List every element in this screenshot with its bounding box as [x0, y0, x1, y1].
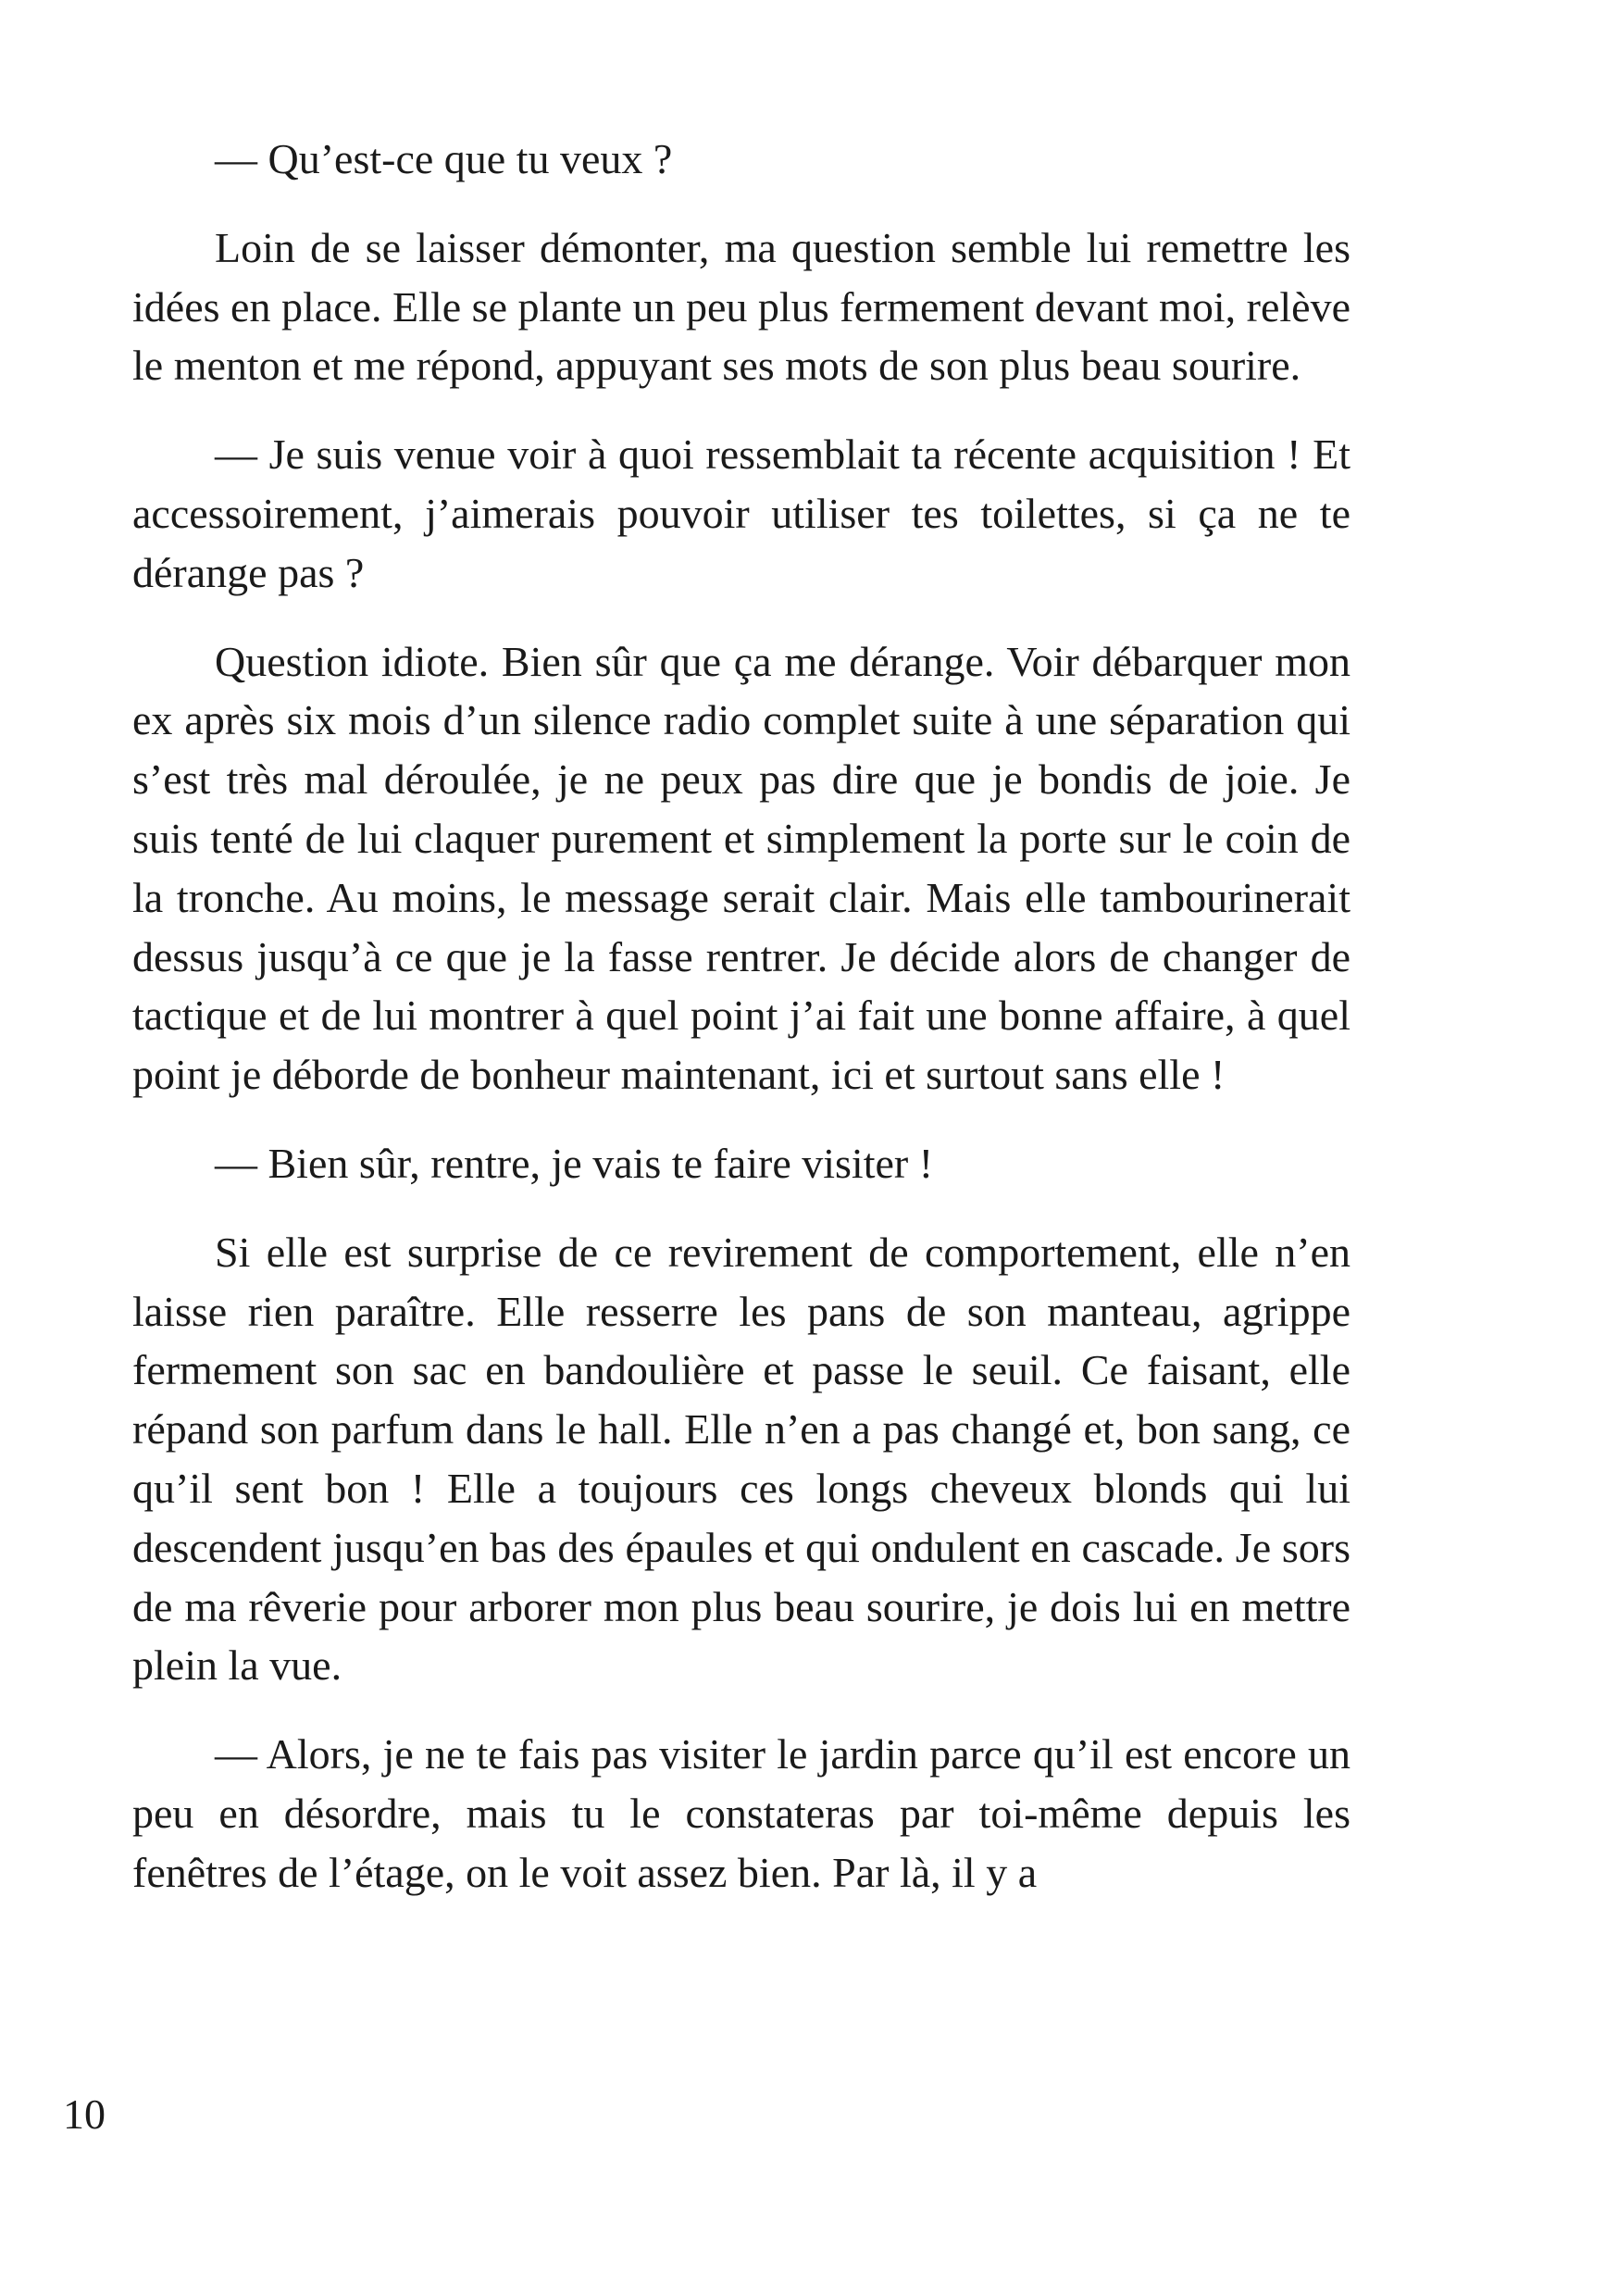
- body-text: [132, 130, 1350, 1932]
- paragraph: — Je suis venue voir à quoi ressemblait ta récente acquisition ! Et accessoirement, j’aimerais pouvoir utiliser tes toilettes, si ça ne te dérange pas ?: [132, 430, 1350, 596]
- page-number: 10: [63, 2090, 106, 2138]
- paragraph: — Bien sûr, rentre, je vais te faire visiter !: [215, 1139, 934, 1187]
- paragraph: — Alors, je ne te fais pas visiter le jardin parce qu’il est encore un peu en désordre, mais tu le constateras par toi-même depuis les fenêtres de l’étage, on le voit assez bien. Par là, il y a: [132, 1730, 1350, 1896]
- paragraph: Loin de se laisser démonter, ma question semble lui remettre les idées en place. Elle se plante un peu plus fermement devant moi, relève le menton et me répond, appuyant ses mots de son plus beau sourire.: [132, 223, 1350, 390]
- paragraph: Si elle est surprise de ce revirement de comportement, elle n’en laisse rien paraître. Elle resserre les pans de son manteau, agrippe fermement son sac en bandoulière et passe le seuil. Ce faisant, elle répand son parfum dans le hall. Elle n’en a pas changé et, bon sang, ce qu’il sent bon ! Elle a toujours ces longs cheveux blonds qui lui descendent jusqu’en bas des épaules et qui ondulent en cascade. Je sors de ma rêverie pour arborer mon plus beau sourire, je dois lui en mettre plein la vue.: [132, 1228, 1350, 1690]
- paragraph: — Qu’est-ce que tu veux ?: [215, 135, 673, 182]
- paragraph: Question idiote. Bien sûr que ça me dérange. Voir débarquer mon ex après six mois d’un silence radio complet suite à une séparation qui s’est très mal déroulée, je ne peux pas dire que je bondis de joie. Je suis tenté de lui claquer purement et simplement la porte sur le coin de la tronche. Au moins, le message serait clair. Mais elle tambourinerait dessus jusqu’à ce que je la fasse rentrer. Je décide alors de changer de tactique et de lui montrer à quel point j’ai fait une bonne affaire, à quel point je déborde de bonheur maintenant, ici et surtout sans elle !: [132, 637, 1350, 1099]
